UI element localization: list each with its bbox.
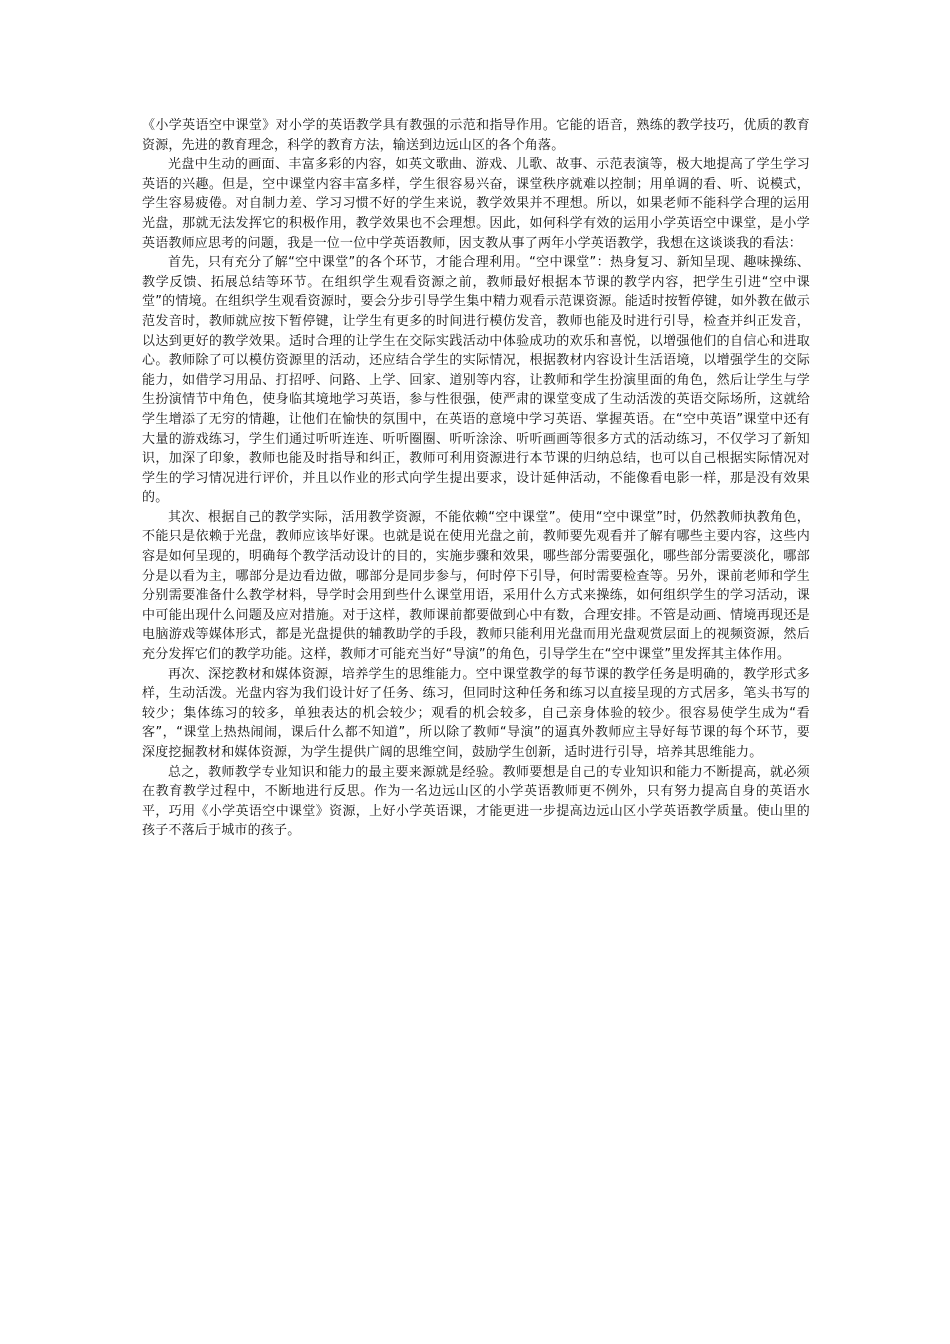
paragraph-intro: 《小学英语空中课堂》对小学的英语教学具有教强的示范和指导作用。它能的语音，熟练的教学技巧，优质的教育资源，先进的教育理念，科学的教育方法，输送到边远山区的各个角落。 — [142, 118, 810, 153]
paragraph-background: 光盘中生动的画面、丰富多彩的内容，如英文歌曲、游戏、儿歌、故事、示范表演等，极大地提高了学生学习英语的兴趣。但是，空中课堂内容丰富多样，学生很容易兴奋，课堂秩序就难以控制；用单调的看、听、说模式，学生容易疲倦。对自制力差、学习习惯不好的学生来说，教学效果并不理想。所以，如果老师不能科学合理的运用光盘，那就无法发挥它的积极作用，教学效果也不会理想。因此，如何科学有效的运用小学英语空中课堂，是小学英语教师应思考的问题，我是一位一位中学英语教师，因支教从事了两年小学英语教学，我想在这谈谈我的看法： — [142, 157, 810, 251]
paragraph-third-point: 再次、深挖教材和媒体资源，培养学生的思维能力。空中课堂教学的每节课的教学任务是明确的，教学形式多样，生动活泼。光盘内容为我们设计好了任务、练习，但同时这种任务和练习以直接呈现的方式居多，笔头书写的较少；集体练习的较多，单独表达的机会较少；观看的机会较多，自己亲身体验的较少。很容易使学生成为“看客”，“课堂上热热闹闹，课后什么都不知道”，所以除了教师“导演”的逼真外教师应主导好每节课的每个环节，要深度挖掘教材和媒体资源，为学生提供广阔的思维空间，鼓励学生创新，适时进行引导，培养其思维能力。 — [142, 666, 810, 760]
paragraph-first-point: 首先，只有充分了解“空中课堂”的各个环节，才能合理利用。“空中课堂”：热身复习、新知呈现、趣味操练、教学反馈、拓展总结等环节。在组织学生观看资源之前，教师最好根据本节课的教学内容，把学生引进“空中课堂”的情境。在组织学生观看资源时，要会分步引导学生集中精力观看示范课资源。能适时按暂停键，如外教在做示范发音时，教师就应按下暂停键，让学生有更多的时间进行模仿发音，教师也能及时进行引导，检查并纠正发音，以达到更好的教学效果。适时合理的让学生在交际实践活动中体验成功的欢乐和喜悦，以增强他们的自信心和进取心。教师除了可以模仿资源里的活动，还应结合学生的实际情况，根据教材内容设计生活语境，以增强学生的交际能力，如借学习用品、打招呼、问路、上学、回家、道别等内容，让教师和学生扮演里面的角色，然后让学生与学生扮演情节中角色，使身临其境地学习英语，参与性很强，使严肃的课堂变成了生动活泼的英语交际场所，这就给学生增添了无穷的情趣，让他们在愉快的氛围中，在英语的意境中学习英语、掌握英语。在“空中英语”课堂中还有大量的游戏练习，学生们通过听听连连、听听圈圈、听听涂涂、听听画画等很多方式的活动练习，不仅学习了新知识，加深了印象，教师也能及时指导和纠正，教师可利用资源进行本节课的归纳总结，也可以自己根据实际情况对学生的学习情况进行评价，并且以作业的形式向学生提出要求，设计延伸活动，不能像看电影一样，那是没有效果的。 — [142, 255, 810, 506]
article-body — [142, 116, 810, 841]
paragraph-second-point: 其次、根据自己的教学实际，活用教学资源，不能依赖“空中课堂”。使用“空中课堂”时，仍然教师执教角色，不能只是依赖于光盘，教师应该毕好课。也就是说在使用光盘之前，教师要先观看并了解有哪些主要内容，这些内容是如何呈现的，明确每个教学活动设计的目的，实施步骤和效果，哪些部分需要强化，哪些部分需要淡化，哪部分是以看为主，哪部分是边看边做，哪部分是同步参与，何时停下引导，何时需要检查等。另外，课前老师和学生分别需要准备什么教学材料，导学时会用到些什么课堂用语，采用什么方式来操练，如何组织学生的学习活动，课中可能出现什么问题及应对措施。对于这样，教师课前都要做到心中有数，合理安排。不管是动画、情境再现还是电脑游戏等媒体形式，都是光盘提供的辅教助学的手段，教师只能利用光盘而用光盘观赏层面上的视频资源，然后充分发挥它们的教学功能。这样，教师才可能充当好“导演”的角色，引导学生在“空中课堂”里发挥其主体作用。 — [142, 509, 810, 663]
paragraph-conclusion: 总之，教师教学专业知识和能力的最主要来源就是经验。教师要想是自己的专业知识和能力不断提高，就必须在教育教学过程中，不断地进行反思。作为一名边远山区的小学英语教师更不例外，只有努力提高自身的英语水平，巧用《小学英语空中课堂》资源，上好小学英语课，才能更进一步提高边远山区小学英语教学质量。使山里的孩子不落后于城市的孩子。 — [142, 764, 810, 839]
